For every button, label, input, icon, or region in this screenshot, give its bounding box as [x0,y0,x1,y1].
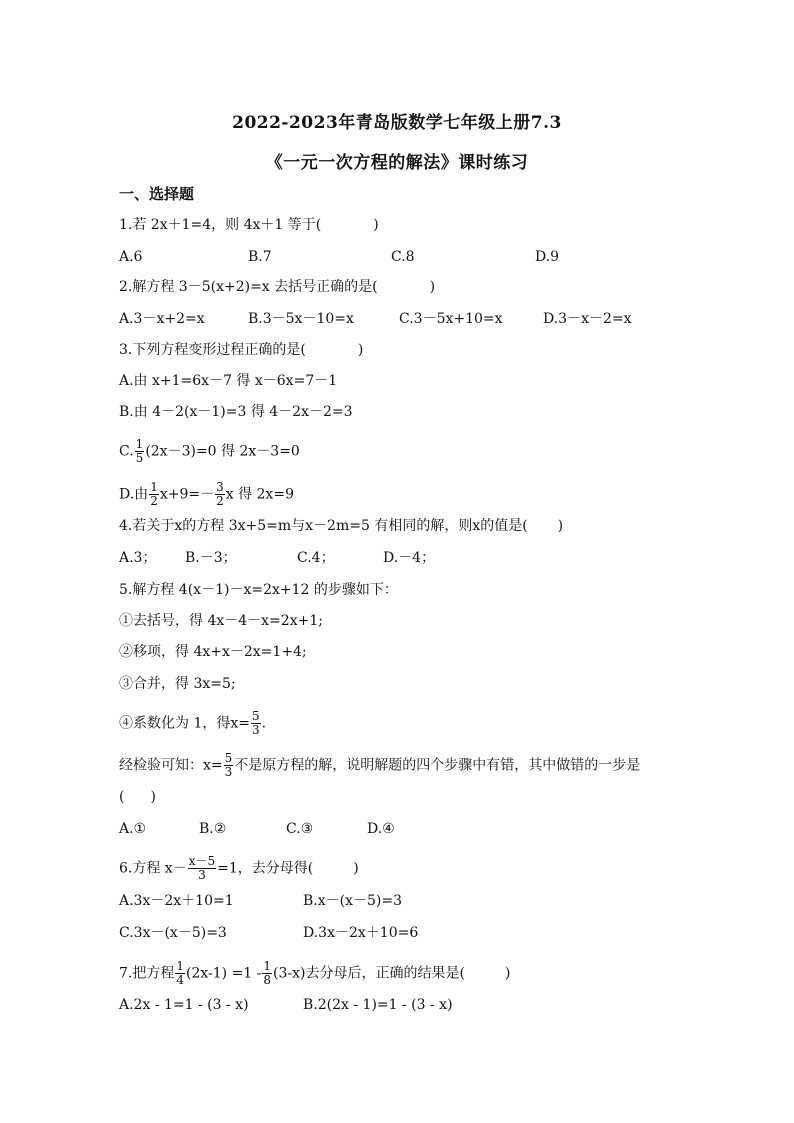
q5-step-4 [119,710,266,737]
q5-option-c: C.③ [286,821,314,837]
q3-option-d-text: x 得 2x=9 [225,486,294,503]
question-2-options [119,310,679,328]
question-5-options [119,820,679,838]
paren-open: ( [119,789,125,805]
fraction-numerator: x－5 [188,854,216,868]
question-7-options [119,996,679,1014]
q5-step-3: ③合并，得 3x=5; [119,676,236,692]
q7-option-a: A.2x - 1=1 - (3 - x) [119,997,249,1013]
fraction [149,481,159,508]
q5-check-text: 经检验可知：x= [119,757,223,774]
q5-option-b: B.② [199,821,227,837]
question-7-stem-end: (3-x)去分母后，正确的结果是( [273,965,465,982]
question-6 [119,855,359,882]
question-7 [119,960,510,987]
question-1-options [119,248,679,266]
fraction-numerator: 1 [150,480,158,494]
q6-option-d: D.3x－2x＋10=6 [303,925,419,941]
fraction-denominator: 4 [176,973,184,987]
q3-option-c [119,438,300,465]
paren-close: ) [150,789,156,805]
q1-option-d: D.9 [535,249,560,265]
fraction-denominator: 5 [135,451,144,465]
q3-option-c-label: C. [119,443,134,460]
q6-option-a: A.3x－2x＋10=1 [119,893,234,909]
q5-check-line [119,752,640,779]
q5-option-d: D.④ [367,821,395,837]
section-heading: 一、选择题 [119,185,195,203]
question-2 [119,278,435,296]
question-1 [119,216,379,234]
q3-option-a: A.由 x+1=6x－7 得 x－6x=7－1 [119,373,338,389]
question-3-stem: 3.下列方程变形过程正确的是( [119,342,306,358]
question-4-close: ) [557,518,564,534]
question-6-stem-end: =1，去分母得( [217,860,314,877]
question-4-stem: 4.若关于x的方程 3x+5=m与x－2m=5 有相同的解，则x的值是( [119,518,528,534]
question-3-close: ) [357,342,364,358]
q5-step-4-text: ④系数化为 1，得x= [119,715,250,732]
q3-option-d-mid: x+9=－ [159,486,215,503]
question-6-options-row1 [119,892,679,910]
q6-option-c: C.3x－(x－5)=3 [119,925,227,941]
q3-option-d-label: D.由 [119,486,149,503]
q5-step-1: ①去括号，得 4x－4－x=2x+1; [119,613,323,629]
fraction-denominator: 8 [263,973,272,987]
fraction-numerator: 1 [263,959,272,973]
q2-option-a: A.3－x+2=x [119,311,205,327]
question-1-stem: 1.若 2x＋1=4，则 4x＋1 等于( [119,217,322,233]
q5-step-4-end: . [261,715,267,732]
q2-option-c: C.3－5x+10=x [399,311,503,327]
fraction [224,752,234,779]
q1-option-c: C.8 [391,249,415,265]
q4-option-c: C.4； [297,550,335,566]
question-1-close: ) [373,217,379,233]
q7-option-b: B.2(2x - 1)=1 - (3 - x) [303,997,453,1013]
q5-step-2: ②移项，得 4x+x－2x=1+4; [119,644,307,660]
question-7-stem: 7.把方程 [119,965,175,982]
question-7-mid: (2x-1) =1 - [186,965,262,982]
question-2-close: ) [429,279,436,295]
q4-option-a: A.3； [119,550,157,566]
q3-option-b: B.由 4－2(x－1)=3 得 4－2x－2=3 [119,404,353,420]
fraction-denominator: 2 [216,494,224,508]
fraction-denominator: 3 [224,765,233,779]
q2-option-b: B.3－5x－10=x [248,311,354,327]
fraction-numerator: 3 [216,480,224,494]
question-6-options-row2 [119,924,679,942]
question-7-close: ) [504,965,511,982]
fraction [262,960,272,987]
fraction-numerator: 5 [251,709,260,723]
fraction-numerator: 1 [135,437,144,451]
question-6-stem: 6.方程 x－ [119,860,187,877]
fraction [135,438,145,465]
fraction-denominator: 3 [251,723,260,737]
q1-option-b: B.7 [248,249,272,265]
fraction [215,481,225,508]
question-4-options [119,549,679,567]
fraction-denominator: 3 [198,868,206,882]
q3-option-d [119,481,294,508]
question-5-stem: 5.解方程 4(x－1)－x=2x+12 的步骤如下： [119,582,398,598]
question-2-stem: 2.解方程 3－5(x+2)=x 去括号正确的是( [119,279,378,295]
q5-answer-paren [119,788,156,806]
q3-option-c-text: (2x－3)=0 得 2x－3=0 [145,443,300,460]
q4-option-b: B.－3； [185,550,237,566]
q5-option-a: A.① [119,821,147,837]
fraction [175,960,185,987]
q2-option-d: D.3－x－2=x [543,311,632,327]
q5-check-text-end: 不是原方程的解，说明解题的四个步骤中有错，其中做错的一步是 [234,757,641,774]
fraction-denominator: 2 [150,494,158,508]
fraction [251,710,261,737]
fraction-numerator: 1 [176,959,184,973]
page-title-line2: 《一元一次方程的解法》课时练习 [265,153,529,173]
question-4 [119,517,563,535]
q1-option-a: A.6 [119,249,143,265]
fraction [188,855,216,882]
q6-option-b: B.x－(x－5)=3 [303,893,402,909]
fraction-numerator: 5 [224,751,233,765]
question-3 [119,341,363,359]
q4-option-d: D.－4； [383,550,436,566]
page-title-line1: 2022-2023年青岛版数学七年级上册7.3 [232,113,562,133]
question-6-close: ) [353,860,359,877]
